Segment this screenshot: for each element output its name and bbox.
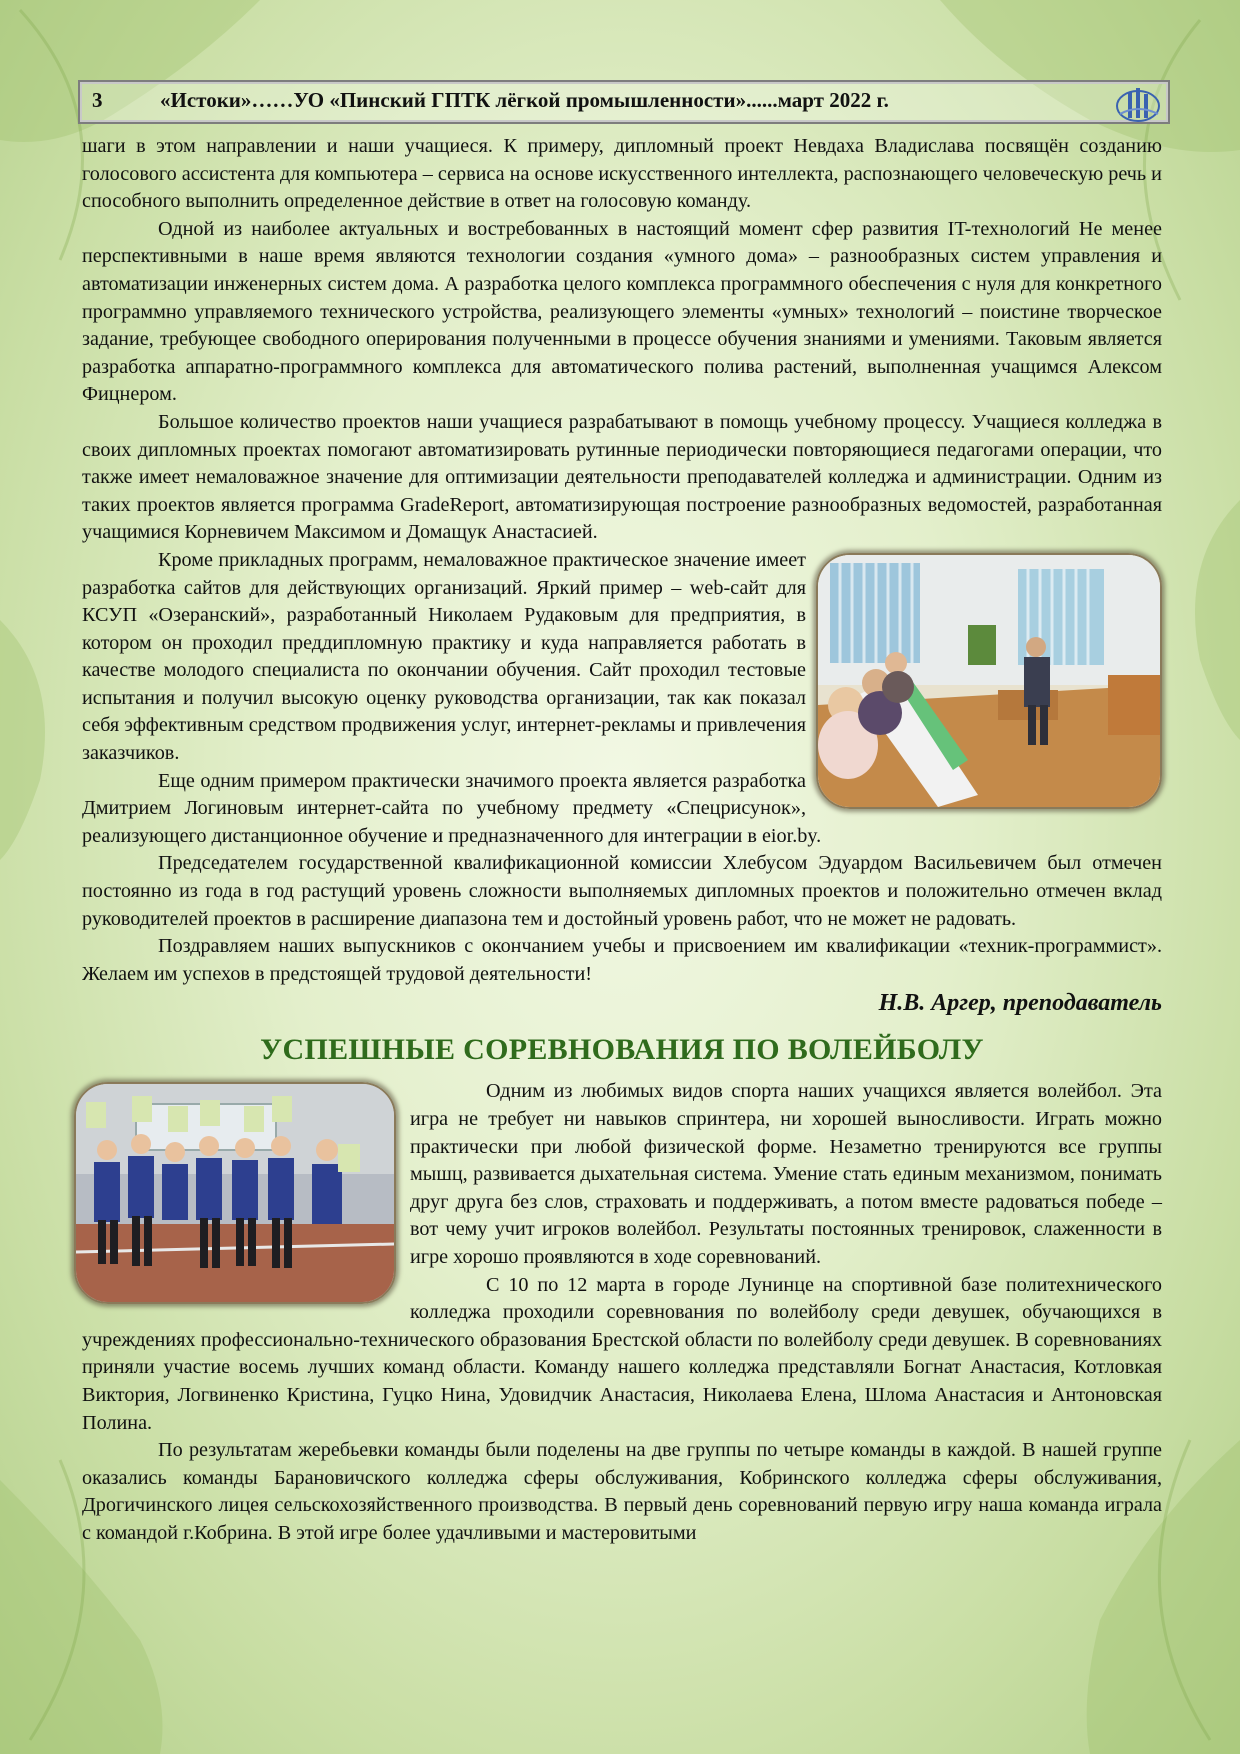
paragraph: Еще одним примером практически значимого проекта является разработка Дмитрием Логиновым интернет-сайта по учебному предмету «Спецрисунок», реализующего дистанционное обучение и предназначенного для интеграции в eior.by. xyxy=(82,769,822,847)
paragraph: С 10 по 12 марта в городе Лунинце на спортивной базе политехнического колледжа проходили соревнования по волейболу среди девушек, обучающихся в учреждениях профессионально-технического образования Брестской области по волейболу среди девушек. В соревнованиях приняли участие восемь лучших команд области. Команду нашего колледжа представляли Богнат Анастасия, Котловкая Виктория, Логвиненко Кристина, Гуцко Нина, Удовидчик Анастасия, Николаева Елена, Шлома Анастасия и Антоновская Полина. xyxy=(82,1273,1162,1434)
paragraph: По результатам жеребьевки команды были поделены на две группы по четыре команды в каждой. В нашей группе оказались команды Барановичского колледжа сферы обслуживания, Кобринского колледжа сферы обслуживания, Дрогичинского лицея сельскохозяйственного производства. В первый день соревнований первую игру наша команда играла с командой г.Кобрина. В этой игре более удачливыми и мастеровитыми xyxy=(82,1439,1162,1544)
paragraph: Большое количество проектов наши учащиеся разрабатывают в помощь учебному процессу. Учащиеся колледжа в своих дипломных проектах помогают автоматизировать рутинные периодически повторяющиеся педагогами операции, что также имеет немаловажное значение для оптимизации деятельности преподавателей колледжа и администрации. Одним из таких проектов является программа GradeReport, автоматизирующая построение разнообразных ведомостей, разработанная учащимися Корневичем Максимом и Домащук Анастасией. xyxy=(82,410,1162,544)
paragraph: Одним из любимых видов спорта наших учащихся является волейбол. Эта игра не требует ни навыков спринтера, ни хорошей выносливости. Играть можно практически при любой физической форме. Незаметно тренируются все группы мышц, развивается дыхательная система. Умение стать единым механизмом, понимать друг друга без слов, страховать и поддерживать, а потом вместе радоваться победе – вот чему учит игроков волейбол. Результаты постоянных тренировок, слаженности в игре хорошо проявляются в ходе соревнований. xyxy=(410,1080,1162,1268)
page-number: 3 xyxy=(92,88,103,112)
college-logo xyxy=(1114,84,1162,124)
classroom-photo xyxy=(816,553,1162,809)
paragraph: Одной из наиболее актуальных и востребованных в настоящий момент сфер развития IT-технологий Не менее перспективными в наше время являются технологии создания «умного дома» – разнообразных систем управления и автоматизации инженерных систем дома. А разработка целого комплекса программного обеспечения с нуля для конкретного программно управляемого технического устройства, реализующего элементы «умных» технологий – поистине творческое задание, требующее свободного оперирования полученными в процессе обучения знаниями и умениями. Таковым является разработка аппаратно-программного комплекса для автоматического полива растений, выполненная учащимся Алексом Фицнером. xyxy=(82,217,1162,406)
volleyball-team-photo xyxy=(74,1082,396,1304)
classroom-photo-image xyxy=(818,555,1160,807)
volleyball-team-photo-image xyxy=(76,1084,394,1302)
paragraph: Кроме прикладных программ, немаловажное практическое значение имеет разработка сайтов для действующих организаций. Яркий пример – web-сайт для КСУП «Озеранский», разработанный Николаем Рудаковым для предприятия, в котором он проходил преддипломную практику и куда направляется работать в качестве молодого специалиста по окончании обучения. Сайт проходил тестовые испытания и получил высокую оценку руководства организации, так как показал себя эффективным средством продвижения услуг, интернет-рекламы и привлечения заказчиков. xyxy=(82,548,806,765)
page-header xyxy=(78,80,1170,124)
paragraph: Поздравляем наших выпускников с окончанием учебы и присвоением им квалификации «техник-программист». Желаем им успехов в предстоящей трудовой деятельности! xyxy=(82,935,1162,985)
page-content xyxy=(82,133,1162,1548)
paragraph: Председателем государственной квалификационной комиссии Хлебусом Эдуардом Васильевичем был отмечен постоянно из года в год растущий уровень сложности выполняемых дипломных проектов и положительно отмечен вклад руководителей проектов в расширение диапазона тем и достойный уровень работ, что не может не радовать. xyxy=(82,852,1162,930)
section-title: УСПЕШНЫЕ СОРЕВНОВАНИЯ ПО ВОЛЕЙБОЛУ xyxy=(260,1033,984,1067)
paragraph: шаги в этом направлении и наши учащиеся. К примеру, дипломный проект Невдаха Владислава посвящён созданию голосового ассистента для компьютера – сервиса на основе искусственного интеллекта, распознающего человеческую речь и способного выполнить определенное действие в ответ на голосовую команду. xyxy=(82,135,1162,213)
author-signature: Н.В. Аргер, преподаватель xyxy=(878,990,1162,1017)
newsletter-title: «Истоки»……УО «Пинский ГПТК лёгкой промышленности»......март 2022 г. xyxy=(160,88,889,112)
